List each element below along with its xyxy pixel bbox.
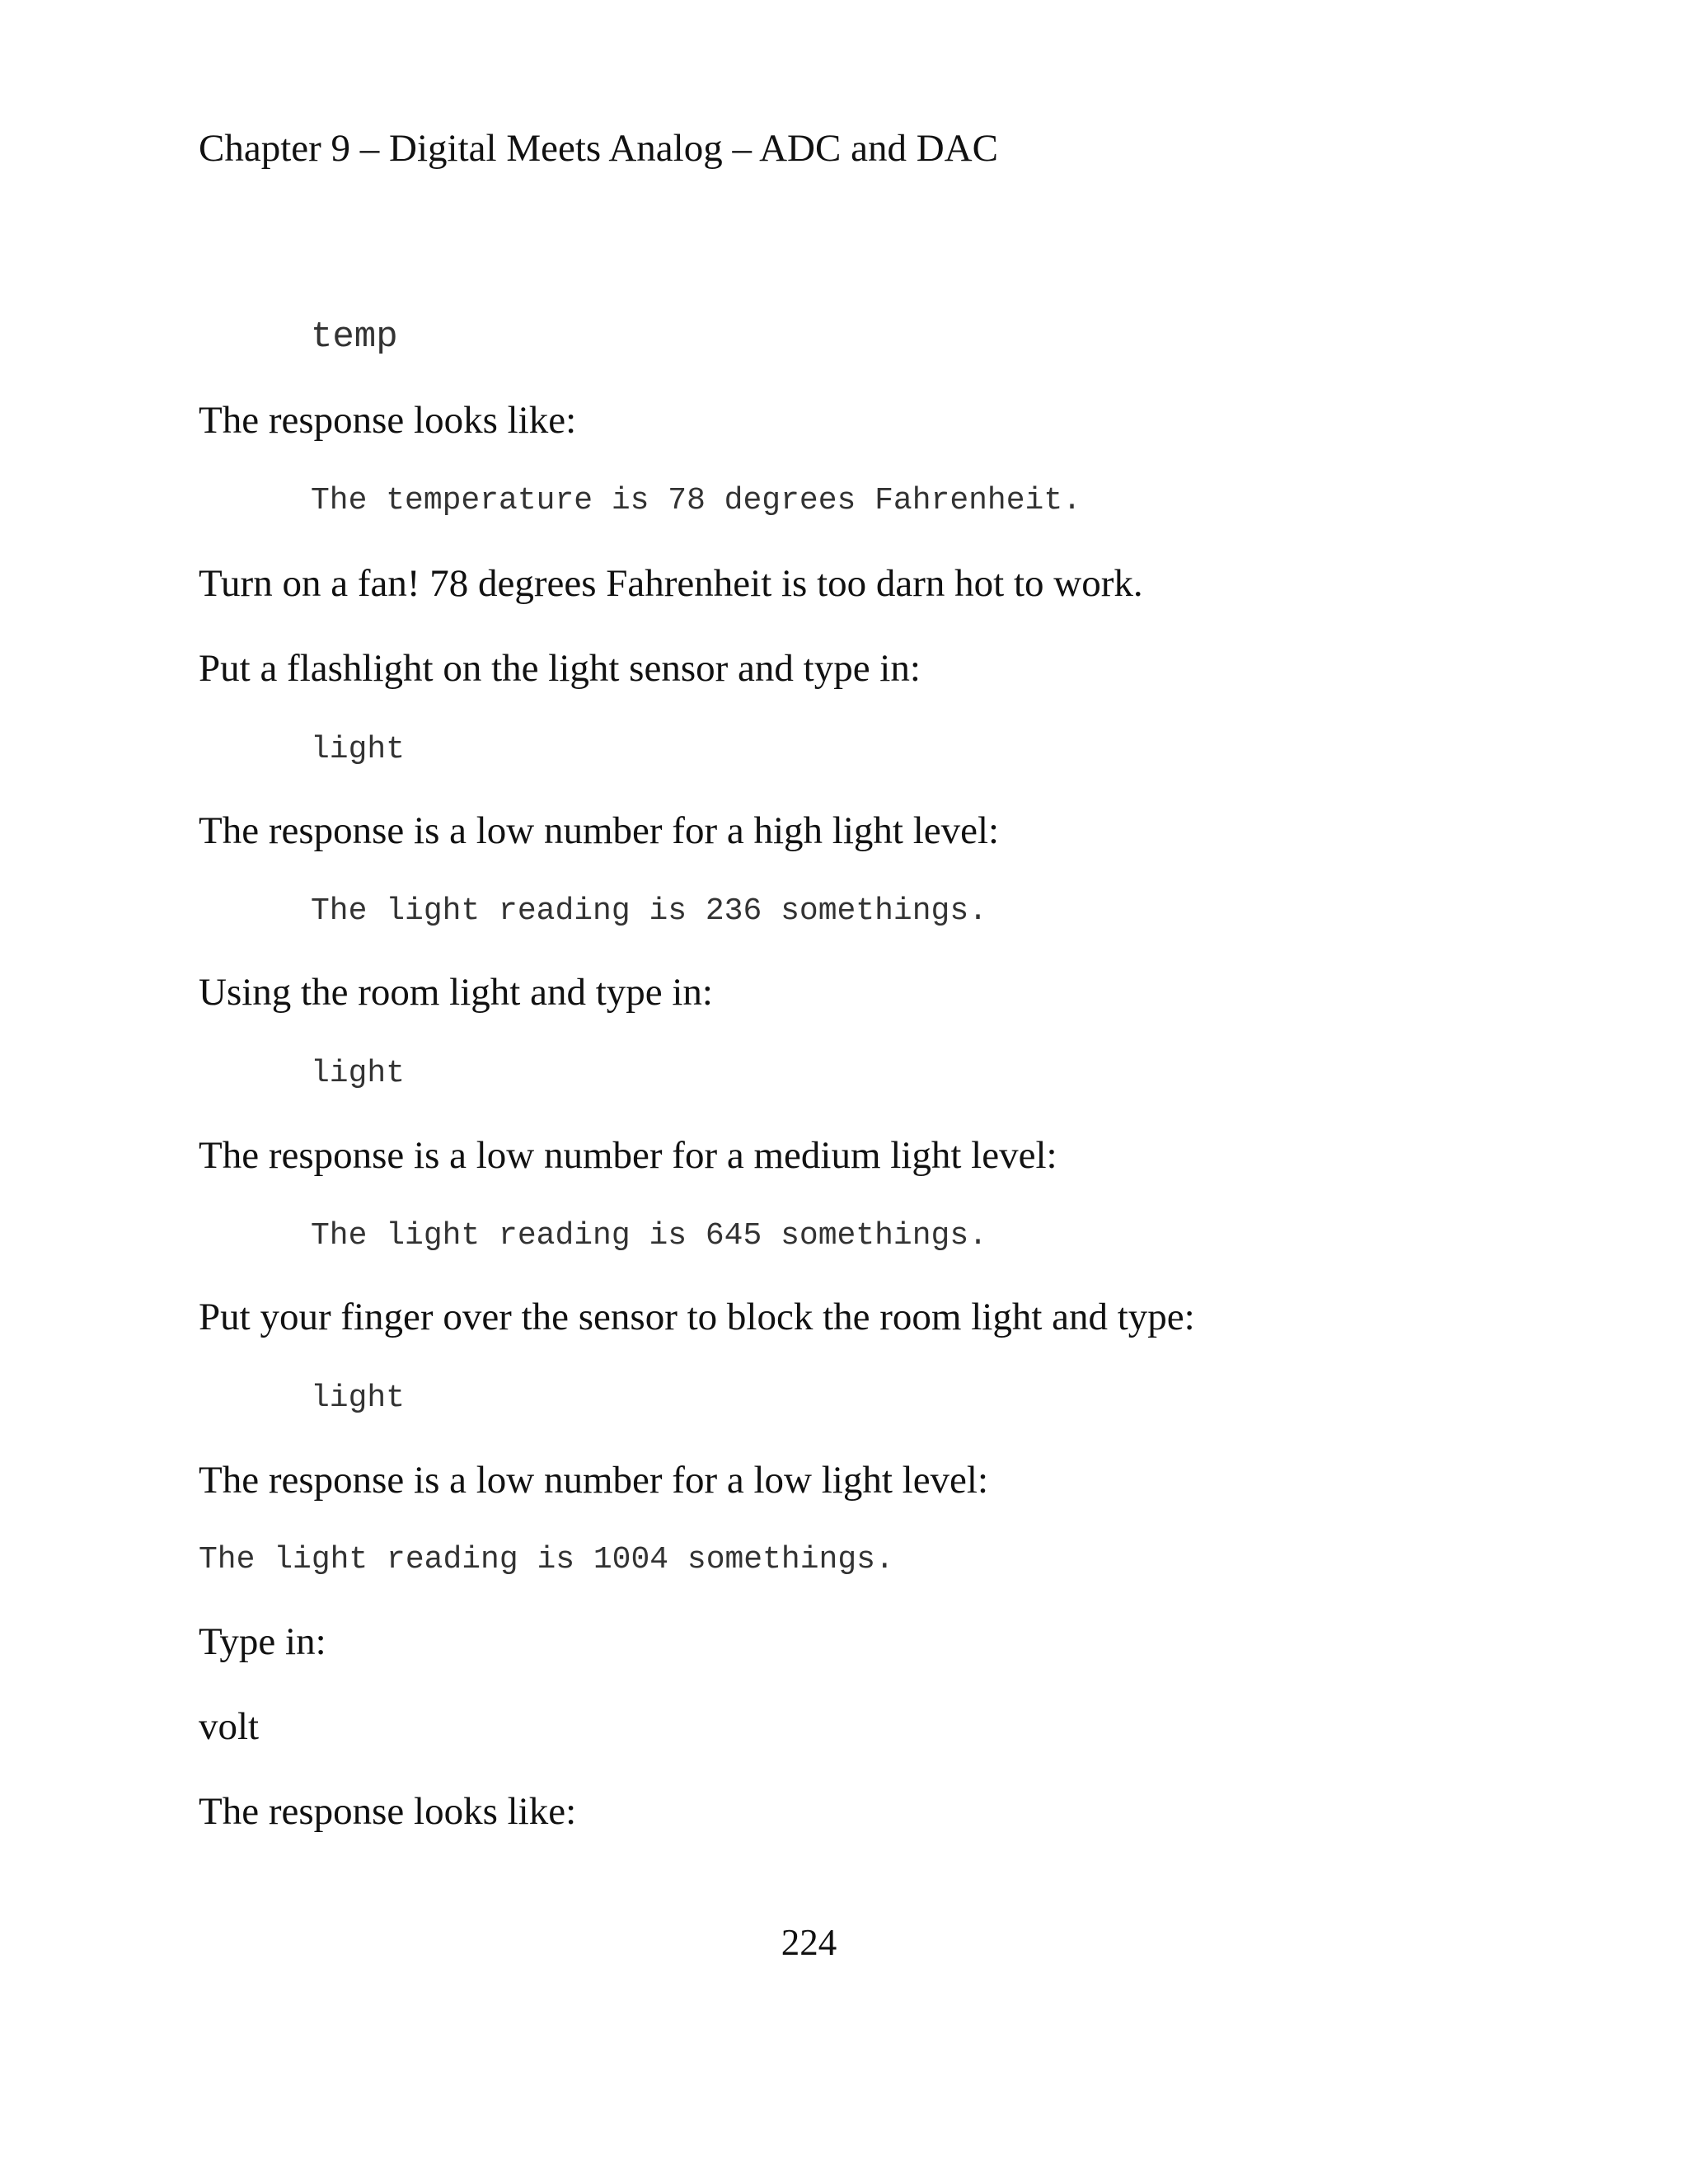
paragraph-type-in: Type in: (199, 1620, 326, 1663)
paragraph-finger: Put your finger over the sensor to block the room light and type: (199, 1296, 1195, 1338)
paragraph-low-light: The response is a low number for a low light level: (199, 1459, 989, 1502)
text-volt: volt (199, 1705, 260, 1748)
code-line-light: light (311, 732, 406, 767)
paragraph-fan: Turn on a fan! 78 degrees Fahrenheit is too darn hot to work. (199, 562, 1143, 605)
code-line-light-output: The light reading is 645 somethings. (311, 1218, 987, 1254)
paragraph-flashlight: Put a flashlight on the light sensor and type in: (199, 647, 921, 690)
code-line-temp: temp (311, 316, 398, 358)
paragraph-medium-light: The response is a low number for a medium light level: (199, 1134, 1057, 1177)
code-line-light: light (311, 1380, 406, 1416)
paragraph-response-looks-like: The response looks like: (199, 1790, 577, 1833)
chapter-header: Chapter 9 – Digital Meets Analog – ADC and DAC (199, 127, 998, 170)
code-line-light: light (311, 1056, 406, 1091)
paragraph-response-looks-like: The response looks like: (199, 399, 577, 442)
code-line-light-output: The light reading is 1004 somethings. (199, 1542, 894, 1577)
paragraph-high-light: The response is a low number for a high light level: (199, 809, 1000, 852)
paragraph-room-light: Using the room light and type in: (199, 971, 713, 1014)
code-line-temperature-output: The temperature is 78 degrees Fahrenheit. (311, 483, 1081, 518)
page-number: 224 (781, 1922, 837, 1963)
code-line-light-output: The light reading is 236 somethings. (311, 893, 987, 929)
